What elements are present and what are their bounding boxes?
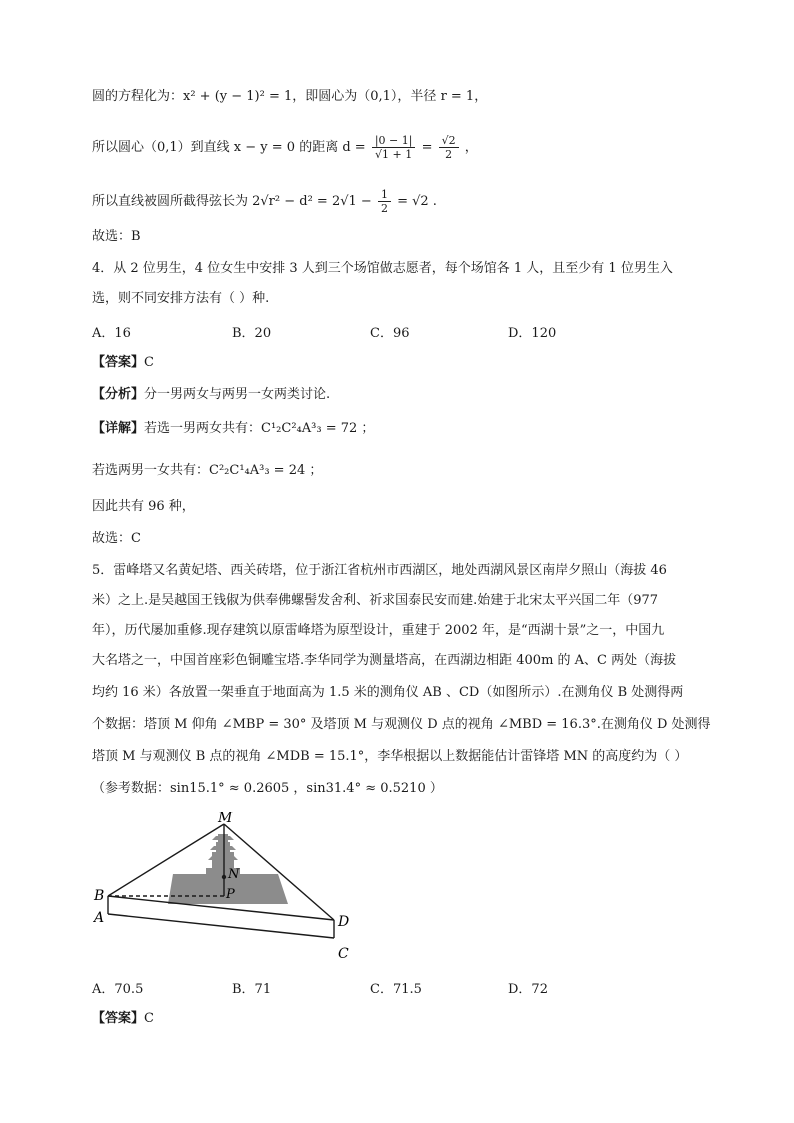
q4-analysis-text: 分一男两女与两男一女两类讨论. <box>144 387 331 402</box>
q4-option-c: C．96 <box>370 326 410 341</box>
distance-fraction-numerator: |0 − 1| <box>372 134 416 148</box>
label-p: P <box>226 887 235 902</box>
q4-option-a: A．16 <box>92 326 131 341</box>
q5-stem-line-7: 塔顶 M 与观测仪 B 点的视角 ∠MDB = 15.1°，李华根据以上数据能估计雷锋塔 MN 的高度约为（ ） <box>92 749 688 764</box>
distance-fraction <box>372 134 416 161</box>
distance-result-denominator: 2 <box>445 148 453 161</box>
q5-stem-line-2: 米）之上.是吴越国王钱俶为供奉佛螺髻发舍利、祈求国泰民安而建.始建于北宋太平兴国二年（977 <box>92 593 659 608</box>
q5-option-a: A．70.5 <box>92 982 144 997</box>
q4-answer <box>92 354 154 372</box>
q4-choice: 故选：C <box>92 531 141 546</box>
q4-answer-tag: 【答案】 <box>92 355 145 370</box>
q4-option-d: D．120 <box>508 326 557 341</box>
solution-chord-line <box>92 188 437 215</box>
q4-detail-tag: 【详解】 <box>92 421 145 436</box>
distance-result-numerator: √2 <box>439 134 459 148</box>
chord-fraction-denominator: 2 <box>380 202 388 215</box>
label-n: N <box>228 867 240 882</box>
q5-answer-value: C <box>144 1011 154 1026</box>
previous-choice: 故选：B <box>92 229 141 244</box>
q5-stem-line-5: 均约 16 米）各放置一架垂直于地面高为 1.5 米的测角仪 AB 、CD（如图所示）.在测角仪 B 处测得两 <box>92 685 684 700</box>
label-d: D <box>338 914 350 930</box>
q5-answer-tag: 【答案】 <box>92 1011 145 1026</box>
distance-fraction-denominator: √1 + 1 <box>375 148 413 161</box>
q5-stem-line-8: （参考数据：sin15.1° ≈ 0.2605 ，sin31.4° ≈ 0.5210 ） <box>92 781 443 796</box>
q4-analysis-tag: 【分析】 <box>92 387 145 402</box>
chord-fraction-numerator: 1 <box>378 188 391 202</box>
label-b: B <box>94 888 105 904</box>
distance-end: ， <box>464 140 478 155</box>
chord-end: = √2 . <box>397 194 437 209</box>
q4-detail-text: 若选一男两女共有：C¹₂C²₄A³₃ = 72 ； <box>144 421 375 436</box>
q5-stem-line-6: 个数据：塔顶 M 仰角 ∠MBP = 30° 及塔顶 M 与观测仪 D 点的视角 ∠MBD = 16.3°.在测角仪 D 处测得 <box>92 717 711 732</box>
chord-fraction <box>378 188 391 215</box>
q4-stem-line-1: 4．从 2 位男生，4 位女生中安排 3 人到三个场馆做志愿者，每个场馆各 1 人，且至少有 1 位男生入 <box>92 261 673 276</box>
q5-option-b: B．71 <box>232 982 272 997</box>
q5-stem-line-3: 年），历代屡加重修.现存建筑以原雷峰塔为原型设计，重建于 2002 年，是“西湖十景”之一，中国九 <box>92 623 665 638</box>
q4-analysis <box>92 386 330 404</box>
distance-text: 所以圆心（0,1）到直线 x − y = 0 的距离 d = <box>92 140 366 155</box>
q4-option-b: B．20 <box>232 326 272 341</box>
tower-measurement-figure <box>88 812 368 962</box>
q5-option-c: C．71.5 <box>370 982 422 997</box>
label-c: C <box>338 946 349 962</box>
q4-answer-value: C <box>144 355 154 370</box>
q4-detail-3: 因此共有 96 种， <box>92 499 195 514</box>
q5-stem-line-1: 5．雷峰塔又名黄妃塔、西关砖塔，位于浙江省杭州市西湖区，地处西湖风景区南岸夕照山（海拔 46 <box>92 563 667 578</box>
q5-option-d: D．72 <box>508 982 548 997</box>
label-a: A <box>94 910 105 926</box>
solution-circle-equation: 圆的方程化为：x² + (y − 1)² = 1，即圆心为（0,1），半径 r = 1， <box>92 89 488 104</box>
q4-detail-2: 若选两男一女共有：C²₂C¹₄A³₃ = 24 ； <box>92 463 323 478</box>
chord-text: 所以直线被圆所截得弦长为 2√r² − d² = 2√1 − <box>92 194 372 209</box>
distance-equals: = <box>421 140 433 155</box>
label-m: M <box>218 812 233 826</box>
solution-distance-line <box>92 134 478 161</box>
q5-answer <box>92 1010 154 1028</box>
distance-result-fraction <box>439 134 459 161</box>
q5-stem-line-4: 大名塔之一，中国首座彩色铜雕宝塔.李华同学为测量塔高，在西湖边相距 400m 的 A、C 两处（海拔 <box>92 653 677 668</box>
q4-detail <box>92 420 374 438</box>
point-n <box>222 875 226 879</box>
q4-stem-line-2: 选，则不同安排方法有（ ）种. <box>92 291 270 306</box>
